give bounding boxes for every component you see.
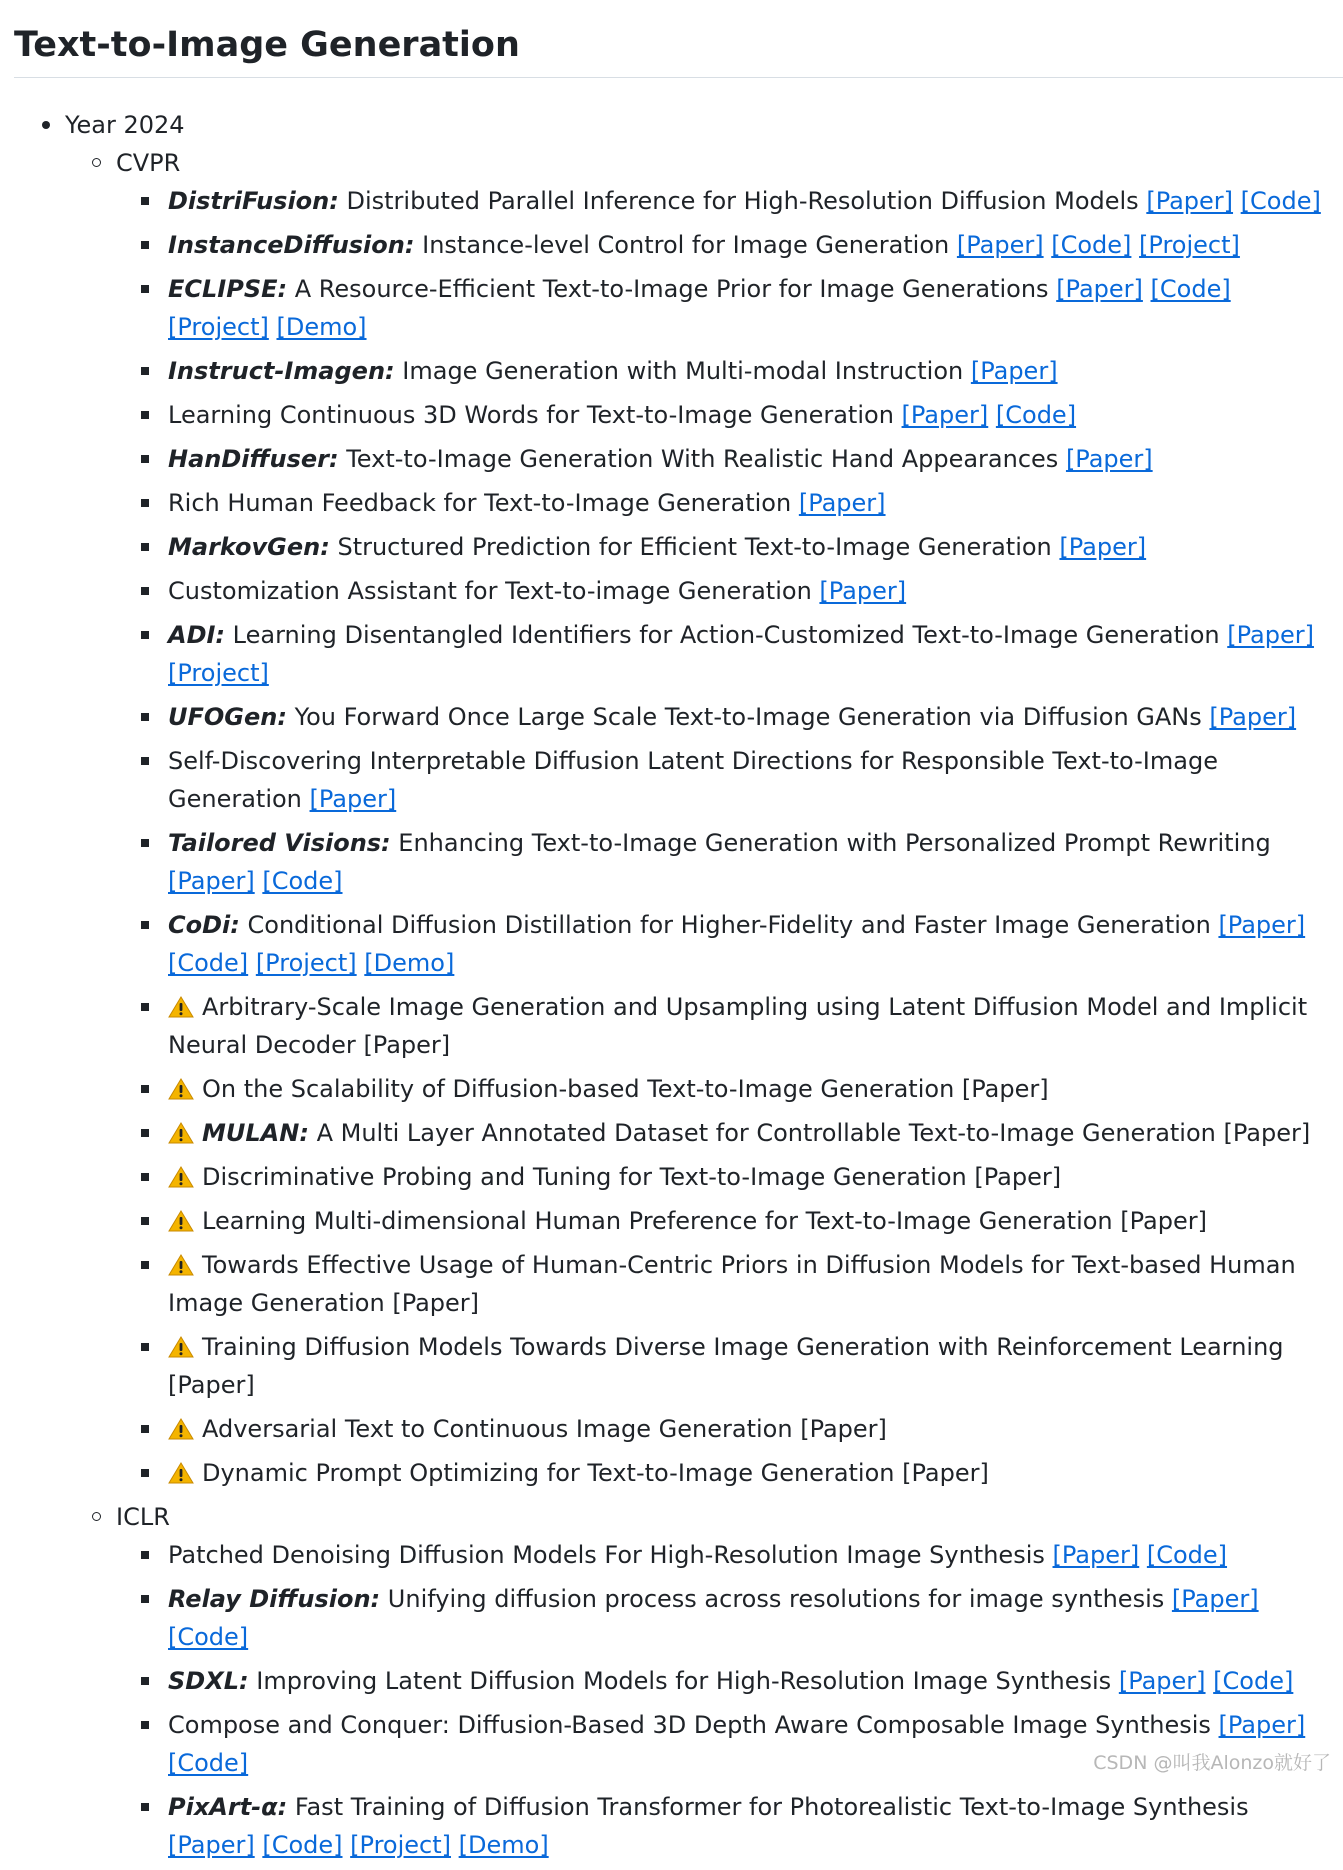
link-demo[interactable]: [Demo] xyxy=(276,313,367,341)
link-project[interactable]: [Project] xyxy=(168,313,269,341)
link-project[interactable]: [Project] xyxy=(1139,231,1240,259)
link-paper[interactable]: [Paper] xyxy=(168,867,255,895)
paper-list-item xyxy=(0,824,1343,900)
paper-list-item xyxy=(0,1114,1343,1152)
paper-short-name: ADI: xyxy=(168,621,226,649)
bullet-circle-icon xyxy=(92,158,101,167)
bullet-disc-icon xyxy=(42,121,50,129)
paper-title: On the Scalability of Diffusion-based Text-to-Image Generation xyxy=(202,1075,955,1103)
paper-short-name: InstanceDiffusion: xyxy=(168,231,415,259)
bullet-square-icon xyxy=(141,241,149,249)
paper-short-name: HanDiffuser: xyxy=(168,445,339,473)
paper-list-item xyxy=(0,528,1343,566)
paper-list-item xyxy=(0,396,1343,434)
link-code[interactable]: [Code] xyxy=(168,1749,249,1777)
paper-title: Learning Disentangled Identifiers for Action-Customized Text-to-Image Generation xyxy=(232,621,1220,649)
paper-short-name: Relay Diffusion: xyxy=(168,1585,381,1613)
paper-title: Conditional Diffusion Distillation for Higher-Fidelity and Faster Image Generation xyxy=(247,911,1211,939)
paper-title: Customization Assistant for Text-to-image Generation xyxy=(168,577,812,605)
paper-title: Self-Discovering Interpretable Diffusion Latent Directions for Responsible Text-to-Image Generation xyxy=(168,747,1218,813)
paper-list-item xyxy=(0,616,1343,692)
bullet-square-icon xyxy=(141,1803,149,1811)
link-demo[interactable]: [Demo] xyxy=(364,949,455,977)
paper-list-item xyxy=(0,1158,1343,1196)
paper-title: Towards Effective Usage of Human-Centric Priors in Diffusion Models for Text-based Human Image Generation xyxy=(168,1251,1296,1317)
paper-short-name: MULAN: xyxy=(202,1119,309,1147)
bullet-square-icon xyxy=(141,499,149,507)
warning-icon xyxy=(168,1249,194,1271)
bullet-square-icon xyxy=(141,1217,149,1225)
paper-list-item xyxy=(0,484,1343,522)
paper-title: Arbitrary-Scale Image Generation and Upsampling using Latent Diffusion Model and Implicit Neural Decoder xyxy=(168,993,1308,1059)
link-code[interactable]: [Code] xyxy=(168,949,249,977)
link-paper[interactable]: [Paper] xyxy=(1227,621,1314,649)
paper-list-item xyxy=(0,742,1343,818)
paper-list-item xyxy=(0,1580,1343,1656)
bullet-square-icon xyxy=(141,197,149,205)
plain-ref-paper: [Paper] xyxy=(168,1371,255,1399)
plain-ref-paper: [Paper] xyxy=(902,1459,989,1487)
link-paper[interactable]: [Paper] xyxy=(168,1831,255,1859)
year-list xyxy=(0,106,1343,1870)
paper-title: Fast Training of Diffusion Transformer for Photorealistic Text-to-Image Synthesis xyxy=(294,1793,1249,1821)
plain-ref-paper: [Paper] xyxy=(1120,1207,1207,1235)
bullet-square-icon xyxy=(141,1425,149,1433)
paper-short-name: Instruct-Imagen: xyxy=(168,357,395,385)
venue-label: ICLR xyxy=(116,1503,170,1531)
paper-list-item xyxy=(0,906,1343,982)
paper-title: Learning Multi-dimensional Human Preference for Text-to-Image Generation xyxy=(202,1207,1113,1235)
paper-list xyxy=(0,1536,1343,1864)
venue-heading xyxy=(0,1498,1343,1536)
link-paper[interactable]: [Paper] xyxy=(1065,445,1153,473)
paper-list-item xyxy=(0,1662,1343,1700)
page-title: Text-to-Image Generation xyxy=(14,25,520,65)
bullet-circle-icon xyxy=(92,1512,101,1521)
link-paper[interactable]: [Paper] xyxy=(1056,275,1143,303)
warning-icon xyxy=(168,1457,194,1479)
bullet-square-icon xyxy=(141,1677,149,1685)
link-paper[interactable]: [Paper] xyxy=(1052,1541,1140,1569)
bullet-square-icon xyxy=(141,713,149,721)
paper-title: Discriminative Probing and Tuning for Text-to-Image Generation xyxy=(202,1163,967,1191)
warning-icon xyxy=(168,1331,194,1353)
link-project[interactable]: [Project] xyxy=(168,659,269,687)
paper-short-name: Tailored Visions: xyxy=(168,829,391,857)
link-code[interactable]: [Code] xyxy=(1051,231,1132,259)
link-paper[interactable]: [Paper] xyxy=(1171,1585,1259,1613)
link-paper[interactable]: [Paper] xyxy=(956,231,1044,259)
paper-list-item xyxy=(0,182,1343,220)
bullet-square-icon xyxy=(141,543,149,551)
paper-short-name: DistriFusion: xyxy=(168,187,339,215)
paper-list-item xyxy=(0,270,1343,346)
bullet-square-icon xyxy=(141,1469,149,1477)
paper-list-item xyxy=(0,352,1343,390)
link-paper[interactable]: [Paper] xyxy=(1146,187,1234,215)
paper-title: Compose and Conquer: Diffusion-Based 3D Depth Aware Composable Image Synthesis xyxy=(168,1711,1211,1739)
paper-list-item xyxy=(0,572,1343,610)
paper-list-item xyxy=(0,1788,1343,1864)
paper-title: A Multi Layer Annotated Dataset for Controllable Text-to-Image Generation xyxy=(316,1119,1216,1147)
paper-title: Text-to-Image Generation With Realistic Hand Appearances xyxy=(346,445,1059,473)
link-paper[interactable]: [Paper] xyxy=(309,785,397,813)
title-divider xyxy=(14,77,1343,78)
plain-ref-paper: [Paper] xyxy=(1223,1119,1311,1147)
bullet-square-icon xyxy=(141,1173,149,1181)
venue-list xyxy=(0,144,1343,1864)
paper-short-name: UFOGen: xyxy=(168,703,287,731)
link-code[interactable]: [Code] xyxy=(262,1831,343,1859)
link-demo[interactable]: [Demo] xyxy=(458,1831,549,1859)
paper-title: Adversarial Text to Continuous Image Generation xyxy=(202,1415,793,1443)
paper-list-item xyxy=(0,440,1343,478)
paper-list-item xyxy=(0,1410,1343,1448)
plain-ref-paper: [Paper] xyxy=(392,1289,480,1317)
bullet-square-icon xyxy=(141,1003,149,1011)
paper-title: Image Generation with Multi-modal Instruction xyxy=(402,357,964,385)
paper-list-item xyxy=(0,226,1343,264)
bullet-square-icon xyxy=(141,587,149,595)
paper-title: You Forward Once Large Scale Text-to-Image Generation via Diffusion GANs xyxy=(294,703,1202,731)
paper-title: A Resource-Efficient Text-to-Image Prior for Image Generations xyxy=(294,275,1049,303)
bullet-square-icon xyxy=(141,839,149,847)
venue-item-cvpr xyxy=(0,144,1343,1492)
link-paper[interactable]: [Paper] xyxy=(819,577,907,605)
paper-short-name: PixArt-α: xyxy=(168,1793,288,1821)
paper-list-item xyxy=(0,988,1343,1064)
bullet-square-icon xyxy=(141,757,149,765)
plain-ref-paper: [Paper] xyxy=(800,1415,887,1443)
bullet-square-icon xyxy=(141,285,149,293)
paper-list-item xyxy=(0,1328,1343,1404)
warning-icon xyxy=(168,1117,194,1139)
link-paper[interactable]: [Paper] xyxy=(970,357,1058,385)
link-paper[interactable]: [Paper] xyxy=(798,489,886,517)
link-paper[interactable]: [Paper] xyxy=(1118,1667,1206,1695)
link-paper[interactable]: [Paper] xyxy=(1209,703,1297,731)
link-project[interactable]: [Project] xyxy=(350,1831,451,1859)
venue-label: CVPR xyxy=(116,149,181,177)
warning-icon xyxy=(168,1413,194,1435)
link-code[interactable]: [Code] xyxy=(1213,1667,1294,1695)
year-label: Year 2024 xyxy=(65,111,185,139)
paper-short-name: CoDi: xyxy=(168,911,240,939)
warning-icon xyxy=(168,1161,194,1183)
plain-ref-paper: [Paper] xyxy=(974,1163,1062,1191)
bullet-square-icon xyxy=(141,921,149,929)
warning-icon xyxy=(168,991,194,1013)
paper-title: Training Diffusion Models Towards Diverse Image Generation with Reinforcement Learning xyxy=(202,1333,1284,1361)
paper-short-name: SDXL: xyxy=(168,1667,249,1695)
paper-title: Improving Latent Diffusion Models for High-Resolution Image Synthesis xyxy=(256,1667,1112,1695)
paper-title: Learning Continuous 3D Words for Text-to-Image Generation xyxy=(168,401,894,429)
bullet-square-icon xyxy=(141,455,149,463)
paper-short-name: ECLIPSE: xyxy=(168,275,288,303)
year-item xyxy=(0,106,1343,1864)
bullet-square-icon xyxy=(141,1595,149,1603)
link-project[interactable]: [Project] xyxy=(255,949,357,977)
bullet-square-icon xyxy=(141,1261,149,1269)
link-code[interactable]: [Code] xyxy=(1146,1541,1228,1569)
paper-title: Patched Denoising Diffusion Models For High-Resolution Image Synthesis xyxy=(168,1541,1045,1569)
year-heading xyxy=(0,106,1343,144)
bullet-square-icon xyxy=(141,631,149,639)
link-paper[interactable]: [Paper] xyxy=(901,401,989,429)
paper-list-item xyxy=(0,1070,1343,1108)
paper-list-item xyxy=(0,1454,1343,1492)
bullet-square-icon xyxy=(141,1343,149,1351)
venue-heading xyxy=(0,144,1343,182)
paper-title: Distributed Parallel Inference for High-Resolution Diffusion Models xyxy=(346,187,1139,215)
warning-icon xyxy=(168,1205,194,1227)
bullet-square-icon xyxy=(141,367,149,375)
venue-item-iclr xyxy=(0,1498,1343,1864)
bullet-square-icon xyxy=(141,1085,149,1093)
paper-title: Unifying diffusion process across resolutions for image synthesis xyxy=(387,1585,1165,1613)
plain-ref-paper: [Paper] xyxy=(961,1075,1049,1103)
paper-title: Dynamic Prompt Optimizing for Text-to-Image Generation xyxy=(202,1459,895,1487)
paper-short-name: MarkovGen: xyxy=(168,533,330,561)
paper-list-item xyxy=(0,698,1343,736)
paper-title: Instance-level Control for Image Generation xyxy=(422,231,950,259)
bullet-square-icon xyxy=(141,1129,149,1137)
paper-title: Rich Human Feedback for Text-to-Image Generation xyxy=(168,489,792,517)
warning-icon xyxy=(168,1073,194,1095)
bullet-square-icon xyxy=(141,411,149,419)
paper-list xyxy=(0,182,1343,1492)
plain-ref-paper: [Paper] xyxy=(363,1031,451,1059)
link-code[interactable]: [Code] xyxy=(168,1623,249,1651)
paper-list-item xyxy=(0,1246,1343,1322)
link-code[interactable]: [Code] xyxy=(995,401,1077,429)
link-paper[interactable]: [Paper] xyxy=(1218,1711,1306,1739)
link-code[interactable]: [Code] xyxy=(1150,275,1231,303)
link-paper[interactable]: [Paper] xyxy=(1218,911,1306,939)
paper-list-item xyxy=(0,1202,1343,1240)
link-paper[interactable]: [Paper] xyxy=(1059,533,1147,561)
paper-list-item xyxy=(0,1536,1343,1574)
paper-title: Enhancing Text-to-Image Generation with Personalized Prompt Rewriting xyxy=(398,829,1271,857)
link-code[interactable]: [Code] xyxy=(262,867,343,895)
link-code[interactable]: [Code] xyxy=(1240,187,1321,215)
bullet-square-icon xyxy=(141,1721,149,1729)
bullet-square-icon xyxy=(141,1551,149,1559)
paper-title: Structured Prediction for Efficient Text-to-Image Generation xyxy=(337,533,1052,561)
watermark: CSDN @叫我Alonzo就好了 xyxy=(1093,1752,1331,1774)
